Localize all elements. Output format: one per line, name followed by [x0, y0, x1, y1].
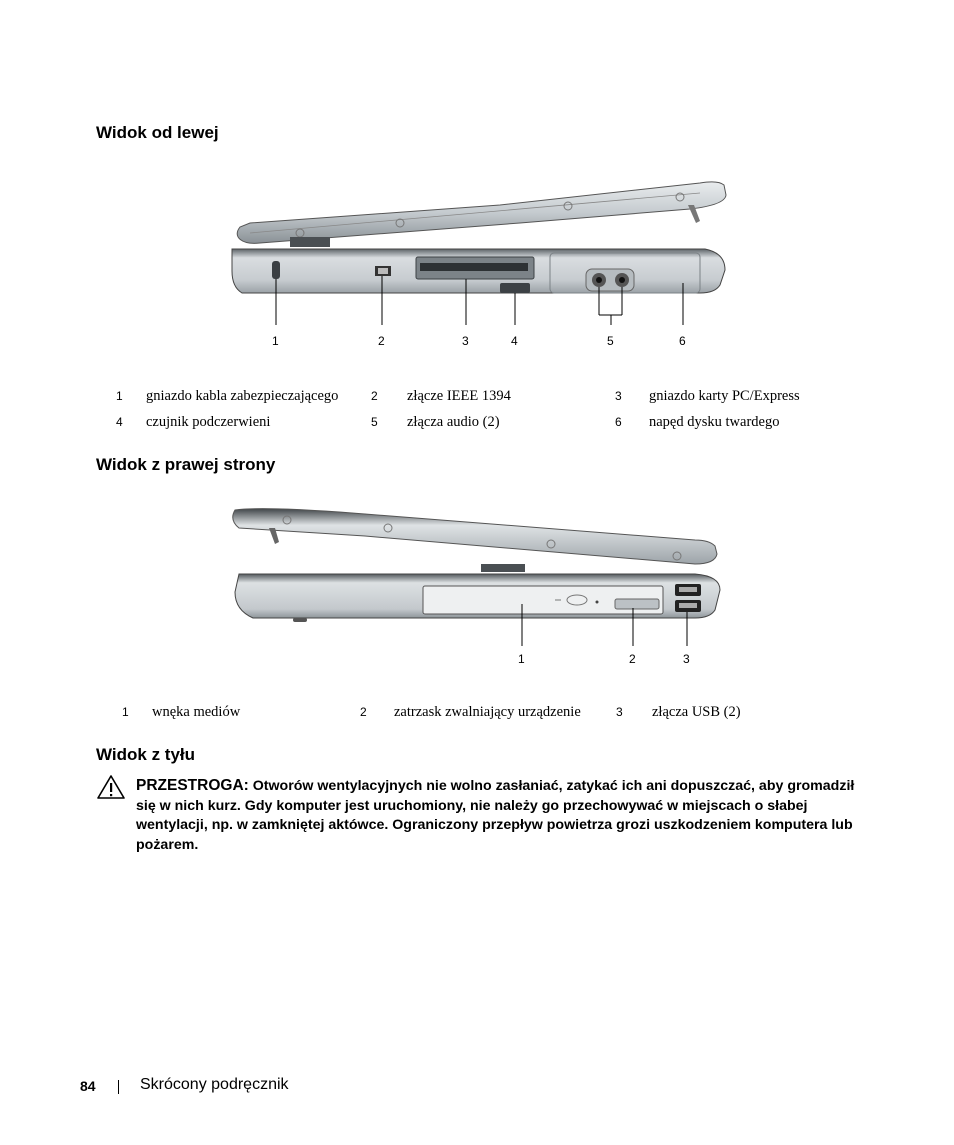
legend-label: gniazdo karty PC/Express [649, 387, 800, 404]
callout-2: 2 [378, 334, 385, 348]
heading-back-view: Widok z tyłu [96, 745, 196, 764]
footer-separator [118, 1080, 119, 1094]
legend-label: zatrzask zwalniający urządzenie [394, 703, 581, 720]
legend-number: 4 [116, 415, 123, 429]
legend-number: 6 [615, 415, 622, 429]
heading-right-view: Widok z prawej strony [96, 455, 276, 474]
callout-2: 2 [629, 652, 636, 666]
legend-number: 5 [371, 415, 378, 429]
legend-row [116, 383, 800, 409]
legend-number: 1 [122, 705, 129, 719]
legend-label: złącze IEEE 1394 [407, 387, 511, 404]
callout-6: 6 [679, 334, 686, 348]
callout-1: 1 [518, 652, 525, 666]
warning-triangle-icon [96, 774, 126, 800]
laptop-right-side-illustration [225, 500, 735, 672]
callout-3: 3 [683, 652, 690, 666]
legend-label: złącza audio (2) [407, 413, 500, 430]
callout-3: 3 [462, 334, 469, 348]
callout-1: 1 [272, 334, 279, 348]
legend-number: 1 [116, 389, 123, 403]
laptop-left-side-illustration [220, 175, 740, 355]
legend-label: złącza USB (2) [652, 703, 741, 720]
callout-5: 5 [607, 334, 614, 348]
legend-number: 2 [360, 705, 367, 719]
document-title: Skrócony podręcznik [140, 1076, 289, 1093]
legend-label: czujnik podczerwieni [146, 413, 271, 430]
legend-left-view [116, 383, 800, 435]
callout-4: 4 [511, 334, 518, 348]
page-number: 84 [80, 1078, 96, 1094]
caution-label: PRZESTROGA: [136, 777, 249, 794]
legend-label: wnęka mediów [152, 703, 241, 720]
caution-body [136, 776, 876, 855]
legend-label: gniazdo kabla zabezpieczającego [146, 387, 339, 404]
legend-label: napęd dysku twardego [649, 413, 780, 430]
legend-row [116, 409, 800, 435]
caution-text: Otworów wentylacyjnych nie wolno zasłaniać, zatykać ich ani dopuszczać, aby gromadził się w nich kurz. Gdy komputer jest uruchomiony, nie należy go przechowywać w miejscach o słabej wentylacji, np. w zamkniętej aktówce. Ograniczony przepływ powietrza grozi uszkodzeniem komputera lub pożarem. [136, 778, 855, 853]
heading-left-view: Widok od lewej [96, 123, 219, 142]
legend-number: 2 [371, 389, 378, 403]
legend-number: 3 [615, 389, 622, 403]
legend-row [122, 699, 741, 725]
legend-number: 3 [616, 705, 623, 719]
legend-right-view [122, 699, 741, 725]
